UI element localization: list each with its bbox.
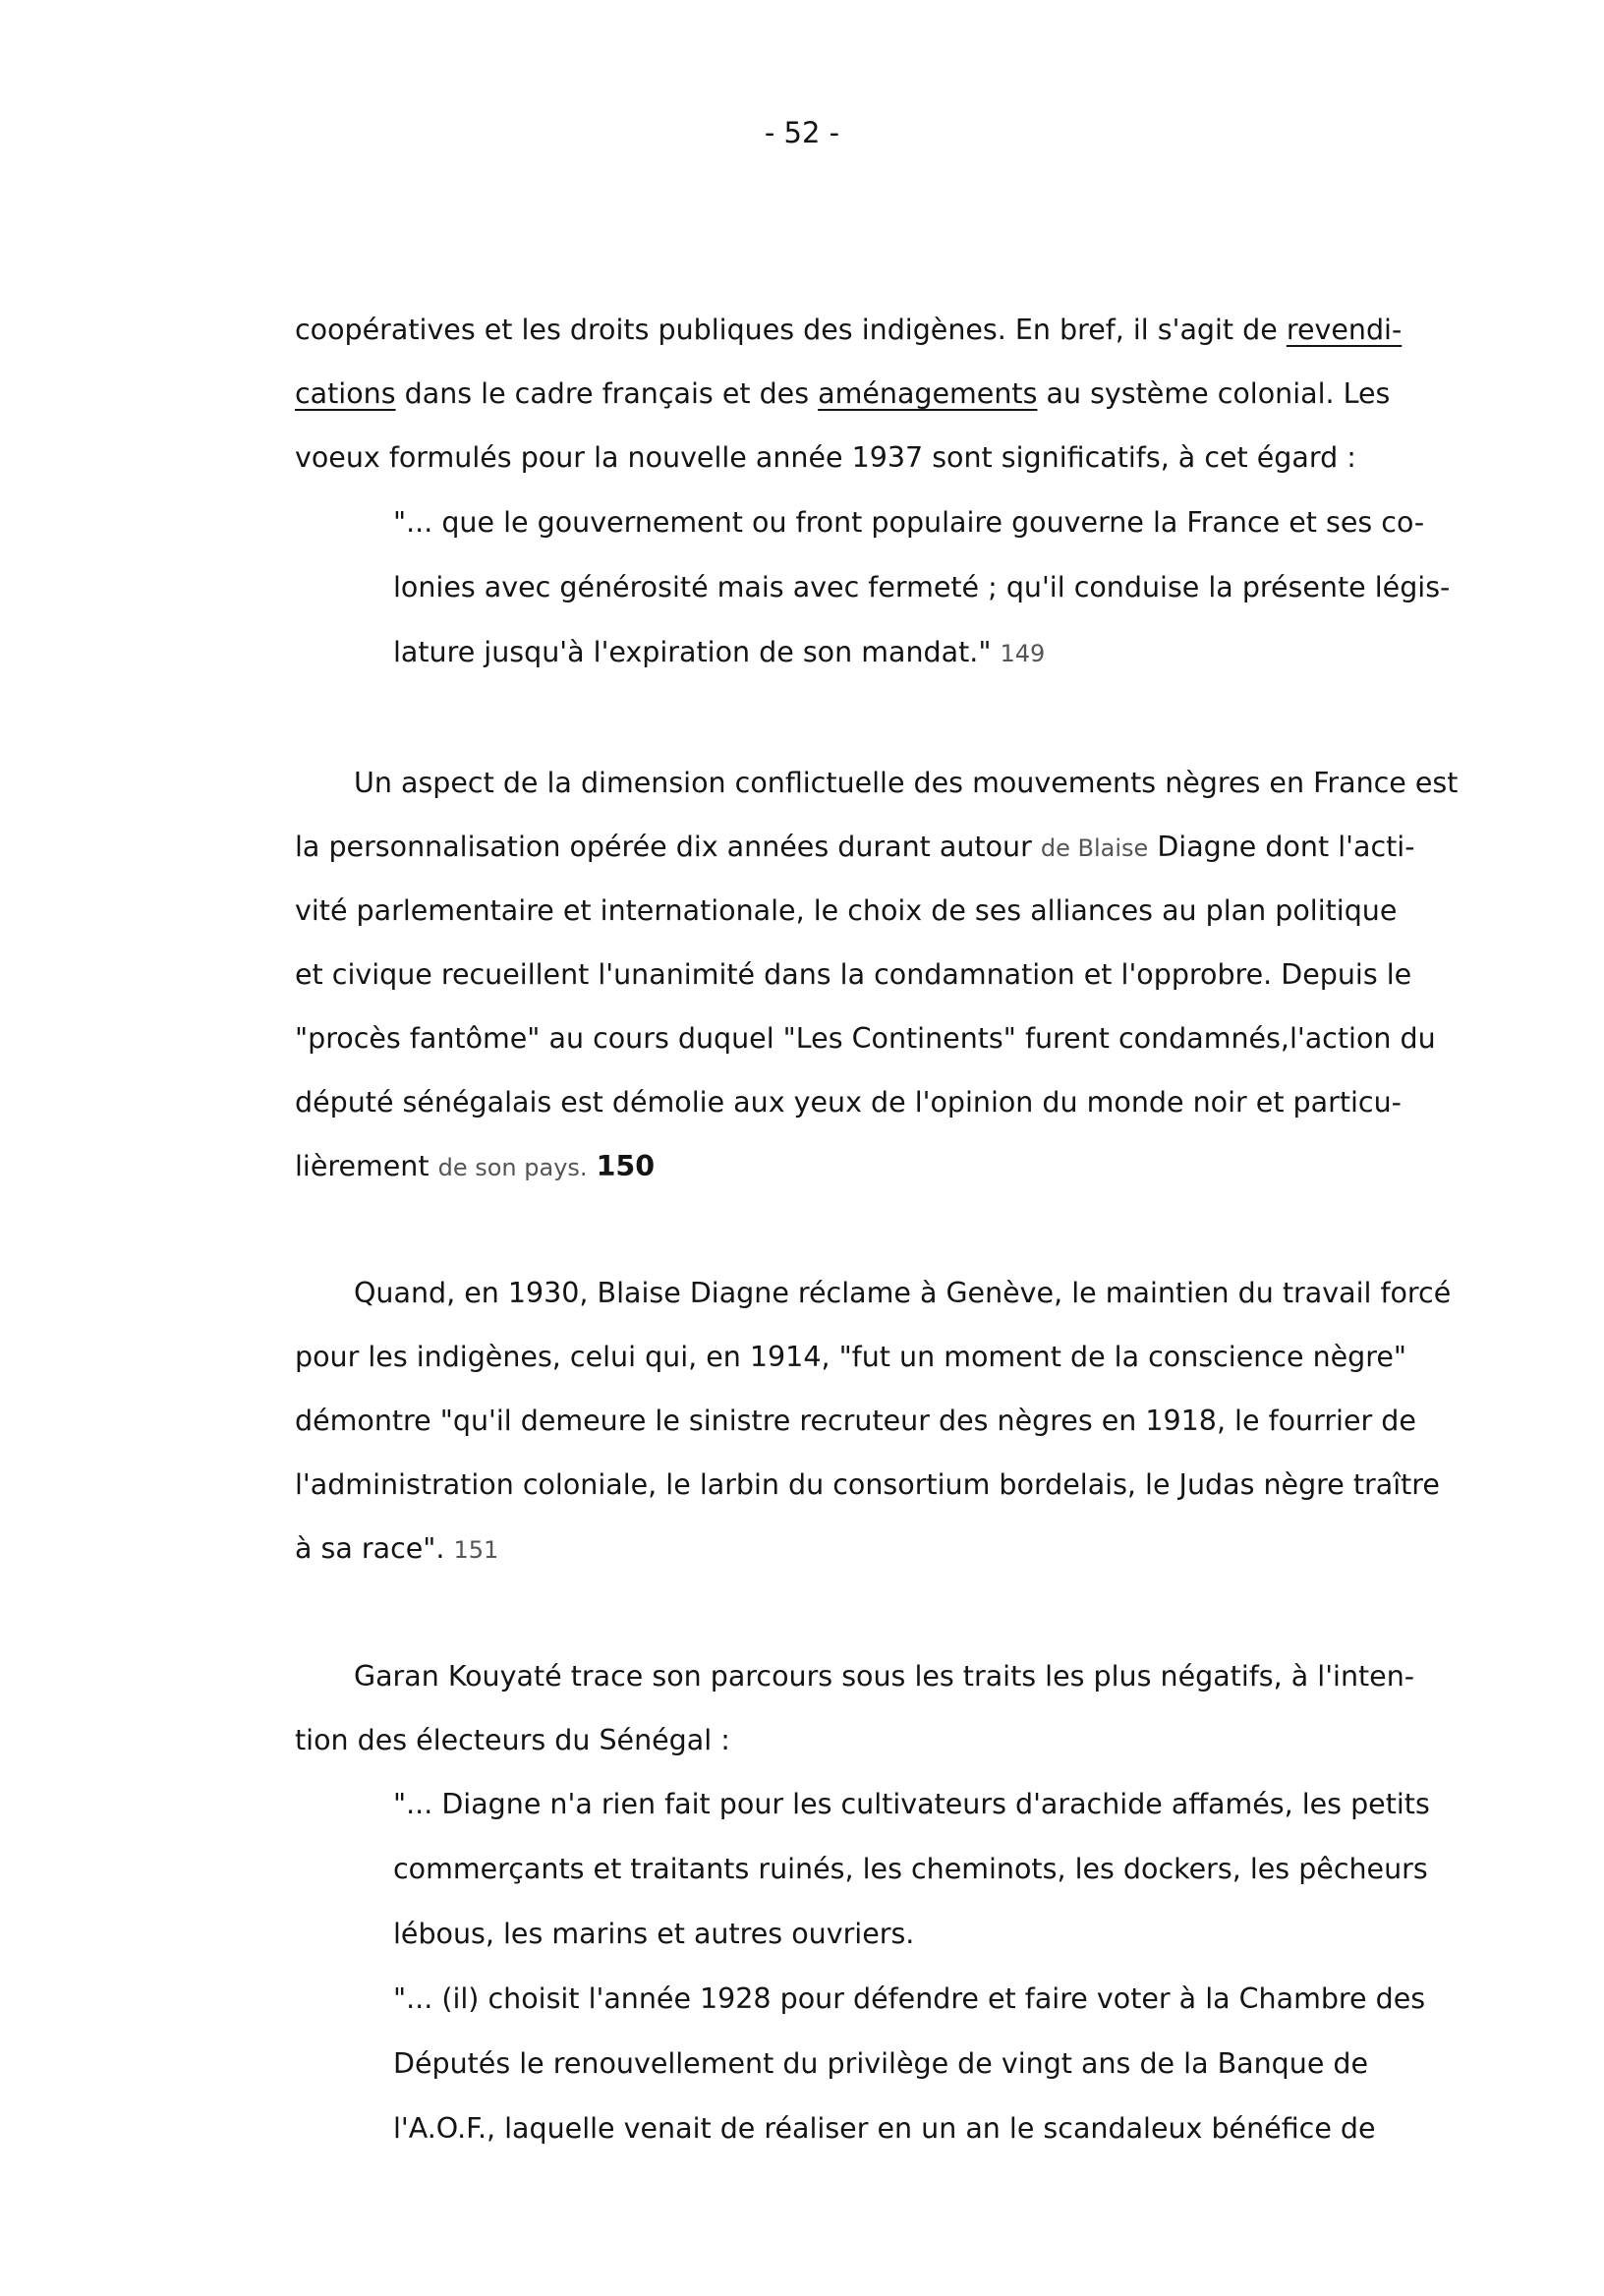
quote-line: Députés le renouvellement du privilège de vingt ans de la Banque de (393, 2047, 1369, 2080)
footnote-ref: 150 (596, 1150, 656, 1182)
text-line: Un aspect de la dimension conflictuelle des mouvements nègres en France est (354, 767, 1459, 799)
text-line: et civique recueillent l'unanimité dans la condamnation et l'opprobre. Depuis le (295, 958, 1412, 991)
text-line: vité parlementaire et internationale, le choix de ses alliances au plan politique (295, 894, 1398, 927)
page-number: - 52 - (764, 116, 840, 149)
underlined-word: aménagements (818, 377, 1038, 410)
quote-line: lature jusqu'à l'expiration de son mandat." 149 (393, 636, 1046, 668)
quote-line: lébous, les marins et autres ouvriers. (393, 1918, 915, 1950)
text-line: pour les indigènes, celui qui, en 1914, "fut un moment de la conscience nègre" (295, 1341, 1406, 1373)
text-line: Garan Kouyaté trace son parcours sous les traits les plus négatifs, à l'inten- (354, 1660, 1415, 1693)
text-line: Quand, en 1930, Blaise Diagne réclame à Genève, le maintien du travail forcé (354, 1277, 1452, 1309)
text-line: coopératives et les droits publiques des indigènes. En bref, il s'agit de revendi- (295, 314, 1403, 346)
footnote-ref: 149 (1000, 640, 1046, 667)
text-line: lièrement de son pays. 150 (295, 1150, 656, 1182)
underlined-word: cations (295, 377, 396, 410)
text-line: tion des électeurs du Sénégal : (295, 1724, 730, 1756)
quote-line: "... (il) choisit l'année 1928 pour défendre et faire voter à la Chambre des (393, 1982, 1426, 2015)
quote-line: "... que le gouvernement ou front populaire gouverne la France et ses co- (393, 506, 1425, 539)
text-line: l'administration coloniale, le larbin du consortium bordelais, le Judas nègre traître (295, 1468, 1440, 1501)
quote-line: l'A.O.F., laquelle venait de réaliser en un an le scandaleux bénéfice de (393, 2112, 1376, 2145)
text-line: à sa race". 151 (295, 1532, 499, 1565)
quote-line: commerçants et traitants ruinés, les cheminots, les dockers, les pêcheurs (393, 1853, 1428, 1885)
footnote-ref: 151 (453, 1536, 499, 1564)
quote-line: "... Diagne n'a rien fait pour les cultivateurs d'arachide affamés, les petits (393, 1788, 1430, 1820)
text-line: "procès fantôme" au cours duquel "Les Continents" furent condamnés,l'action du (295, 1022, 1436, 1055)
quote-line: lonies avec générosité mais avec fermeté ; qu'il conduise la présente légis- (393, 571, 1451, 603)
text-line: député sénégalais est démolie aux yeux de l'opinion du monde noir et particu- (295, 1086, 1402, 1119)
text-line: cations dans le cadre français et des aménagements au système colonial. Les (295, 377, 1391, 410)
text-line: voeux formulés pour la nouvelle année 1937 sont significatifs, à cet égard : (295, 441, 1356, 474)
text-line: la personnalisation opérée dix années durant autour de Blaise Diagne dont l'acti- (295, 831, 1415, 863)
text-line: démontre "qu'il demeure le sinistre recruteur des nègres en 1918, le fourrier de (295, 1405, 1416, 1437)
underlined-word: revendi- (1286, 314, 1403, 346)
